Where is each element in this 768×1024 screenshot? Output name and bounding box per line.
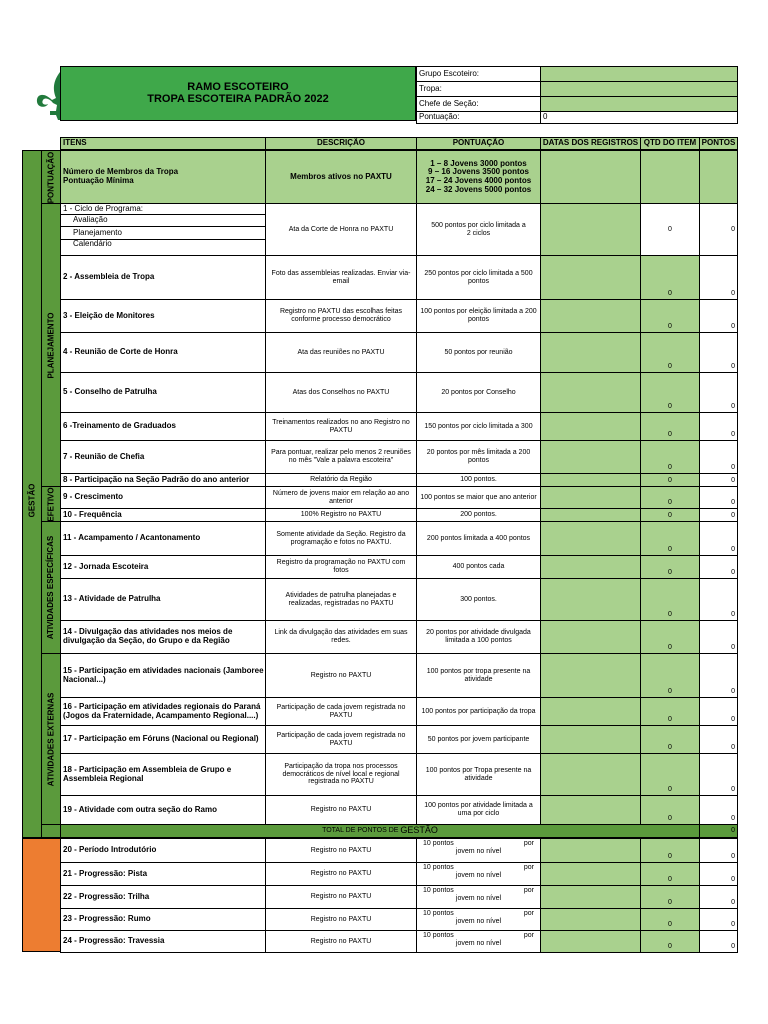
row9-points: 100 pontos se maior que ano anterior: [416, 486, 541, 509]
row20-item: 20 - Período Introdutório: [60, 838, 266, 863]
row21-points-line1: [423, 864, 534, 872]
row6-points: 150 pontos por ciclo limitada a 300: [416, 412, 541, 441]
row16-pontos: 0: [699, 697, 738, 726]
row24-desc: Registro no PAXTU: [265, 930, 417, 953]
min-row-qtd: [640, 150, 700, 204]
total-row-prefix: [41, 824, 61, 838]
row7-datas-input[interactable]: [540, 440, 641, 474]
row10-datas-input[interactable]: [540, 508, 641, 522]
row22-qtd[interactable]: 0: [640, 885, 700, 909]
row21-desc: Registro no PAXTU: [265, 862, 417, 886]
row19-pontos: 0: [699, 795, 738, 825]
title-box: [60, 66, 416, 121]
row4-qtd[interactable]: 0: [640, 332, 700, 373]
total-row-label: TOTAL DE PONTOS DE GESTÃO: [60, 824, 700, 838]
row12-desc: Registro da programação no PAXTU com fotos: [265, 555, 417, 579]
row23-points-line2: jovem no nível: [455, 917, 502, 925]
row23-points-line1: [423, 910, 534, 918]
row18-desc: Participação da tropa nos processos democráticos de nível local e regional registrada no PAXTU: [265, 753, 417, 796]
col-header-descricao: DESCRIÇÃO: [265, 137, 417, 150]
row20-points-por: por: [523, 840, 534, 847]
row12-points: 400 pontos cada: [416, 555, 541, 579]
row4-pontos: 0: [699, 332, 738, 373]
row19-datas-input[interactable]: [540, 795, 641, 825]
row18-item: 18 - Participação em Assembleia de Grupo e Assembleia Regional: [60, 753, 266, 796]
row15-pontos: 0: [699, 653, 738, 698]
row19-qtd[interactable]: 0: [640, 795, 700, 825]
row3-item: 3 - Eleição de Monitores: [60, 299, 266, 333]
row6-desc: Treinamentos realizados no ano Registro no PAXTU: [265, 412, 417, 441]
row9-pontos: 0: [699, 486, 738, 509]
row1-points: 500 pontos por ciclo limitada a 2 ciclos: [416, 203, 541, 256]
row1-datas-input[interactable]: [540, 203, 641, 256]
row1-sub-planejamento: Planejamento: [60, 226, 266, 240]
row24-pontos: 0: [699, 930, 738, 953]
row1-sub-avaliacao: Avaliação: [60, 214, 266, 227]
row8-datas-input[interactable]: [540, 473, 641, 487]
form-label-grupo: Grupo Escoteiro:: [416, 66, 541, 82]
row21-qtd[interactable]: 0: [640, 862, 700, 886]
row15-qtd[interactable]: 0: [640, 653, 700, 698]
row10-item: 10 - Frequência: [60, 508, 266, 522]
row10-pontos: 0: [699, 508, 738, 522]
row23-points: [416, 908, 541, 931]
min-row-desc: Membros ativos no PAXTU: [265, 150, 417, 204]
row11-pontos: 0: [699, 521, 738, 556]
row2-points: 250 pontos por ciclo limitada a 500 pontos: [416, 255, 541, 300]
row8-qtd[interactable]: 0: [640, 473, 700, 487]
col-header-itens: ITENS: [60, 137, 266, 150]
min-row-points-3: 17 – 24 Jovens 4000 pontos: [425, 176, 532, 185]
row12-qtd[interactable]: 0: [640, 555, 700, 579]
row23-datas-input[interactable]: [540, 908, 641, 931]
row1-item: 1 - Ciclo de Programa:: [60, 203, 266, 215]
row5-desc: Atas dos Conselhos no PAXTU: [265, 372, 417, 413]
row5-pontos: 0: [699, 372, 738, 413]
row13-pontos: 0: [699, 578, 738, 621]
row1-sub-calendario: Calendário: [60, 239, 266, 256]
row7-pontos: 0: [699, 440, 738, 474]
row24-qtd[interactable]: 0: [640, 930, 700, 953]
row5-datas-input[interactable]: [540, 372, 641, 413]
row2-datas-input[interactable]: [540, 255, 641, 300]
row11-qtd[interactable]: 0: [640, 521, 700, 556]
min-row-pontos: [699, 150, 738, 204]
row12-item: 12 - Jornada Escoteira: [60, 555, 266, 579]
row2-item: 2 - Assembleia de Tropa: [60, 255, 266, 300]
row23-points-amount: 10 pontos: [423, 910, 454, 917]
row1-pontos: 0: [699, 203, 738, 256]
side-bar-progressao: [22, 838, 61, 952]
row21-item: 21 - Progressão: Pista: [60, 862, 266, 886]
row3-datas-input[interactable]: [540, 299, 641, 333]
row14-points: 20 pontos por atividade divulgada limitada a 100 pontos: [416, 620, 541, 654]
row10-qtd[interactable]: 0: [640, 508, 700, 522]
form-label-chefe: Chefe de Seção:: [416, 96, 541, 112]
row21-points: [416, 862, 541, 886]
row20-qtd[interactable]: 0: [640, 838, 700, 863]
row2-qtd[interactable]: 0: [640, 255, 700, 300]
min-row-item: [60, 150, 266, 204]
title-line-1: RAMO ESCOTEIRO: [187, 80, 289, 93]
row18-points: 100 pontos por Tropa presente na atividade: [416, 753, 541, 796]
row20-datas-input[interactable]: [540, 838, 641, 863]
col-header-qtd: QTD DO ITEM: [640, 137, 700, 150]
row8-pontos: 0: [699, 473, 738, 487]
min-row-points-1: 1 – 8 Jovens 3000 pontos: [430, 158, 527, 168]
row22-points-por: por: [523, 887, 534, 894]
row4-desc: Ata das reuniões no PAXTU: [265, 332, 417, 373]
col-header-pontos: PONTOS: [699, 137, 738, 150]
row17-datas-input[interactable]: [540, 725, 641, 754]
row5-points: 20 pontos por Conselho: [416, 372, 541, 413]
row24-points-por: por: [523, 932, 534, 939]
row23-desc: Registro no PAXTU: [265, 908, 417, 931]
form-label-pontuacao: Pontuação:: [416, 111, 541, 124]
row17-pontos: 0: [699, 725, 738, 754]
pontuacao-value: 0: [540, 111, 738, 124]
row10-points: 200 pontos.: [416, 508, 541, 522]
label-efetivo: EFETIVO: [46, 486, 56, 522]
row17-item: 17 - Participação em Fóruns (Nacional ou Regional): [60, 725, 266, 754]
row17-points: 50 pontos por jovem participante: [416, 725, 541, 754]
row16-qtd[interactable]: 0: [640, 697, 700, 726]
col-header-datas: DATAS DOS REGISTROS: [540, 137, 641, 150]
label-pontuacao: PONTUAÇÃO: [46, 151, 56, 203]
row21-datas-input[interactable]: [540, 862, 641, 886]
row19-item: 19 - Atividade com outra seção do Ramo: [60, 795, 266, 825]
row9-datas-input[interactable]: [540, 486, 641, 509]
row17-desc: Participação de cada jovem registrada no PAXTU: [265, 725, 417, 754]
row13-qtd[interactable]: 0: [640, 578, 700, 621]
row9-desc: Número de jovens maior em relação ao ano anterior: [265, 486, 417, 509]
row22-datas-input[interactable]: [540, 885, 641, 909]
row24-points: [416, 930, 541, 953]
row23-pontos: 0: [699, 908, 738, 931]
form-label-tropa: Tropa:: [416, 81, 541, 97]
row12-pontos: 0: [699, 555, 738, 579]
grupo-input[interactable]: [540, 66, 738, 82]
row3-qtd[interactable]: 0: [640, 299, 700, 333]
min-row-item-line2: Pontuação Mínima: [63, 176, 134, 185]
row22-points-line1: [423, 887, 534, 895]
row3-points: 100 pontos por eleição limitada a 200 pontos: [416, 299, 541, 333]
row7-qtd[interactable]: 0: [640, 440, 700, 474]
row4-item: 4 - Reunião de Corte de Honra: [60, 332, 266, 373]
row22-desc: Registro no PAXTU: [265, 885, 417, 909]
row9-qtd[interactable]: 0: [640, 486, 700, 509]
row18-datas-input[interactable]: [540, 753, 641, 796]
row10-desc: 100% Registro no PAXTU: [265, 508, 417, 522]
row18-qtd[interactable]: 0: [640, 753, 700, 796]
row23-qtd[interactable]: 0: [640, 908, 700, 931]
row6-item: 6 -Treinamento de Graduados: [60, 412, 266, 441]
row16-datas-input[interactable]: [540, 697, 641, 726]
row6-pontos: 0: [699, 412, 738, 441]
row14-desc: Link da divulgação das atividades em suas redes.: [265, 620, 417, 654]
label-gestao: GESTÃO: [27, 483, 37, 517]
row21-points-por: por: [523, 864, 534, 871]
row2-desc: Foto das assembleias realizadas. Enviar via-email: [265, 255, 417, 300]
row16-desc: Participação de cada jovem registrada no PAXTU: [265, 697, 417, 726]
min-row-points: [416, 150, 541, 204]
row11-points: 200 pontos limitada a 400 pontos: [416, 521, 541, 556]
min-row-datas: [540, 150, 641, 204]
row15-item: 15 - Participação em atividades nacionais (Jamboree Nacional...): [60, 653, 266, 698]
min-row-item-line1: Número de Membros da Tropa: [63, 167, 179, 177]
total-row-value: 0: [699, 824, 738, 838]
row20-points-line1: [423, 840, 534, 848]
row17-qtd[interactable]: 0: [640, 725, 700, 754]
col-header-pontuacao: PONTUAÇÃO: [416, 137, 541, 150]
row1-qtd[interactable]: 0: [640, 203, 700, 256]
row12-datas-input[interactable]: [540, 555, 641, 579]
row11-desc: Somente atividade da Seção. Registro da programação e fotos no PAXTU.: [265, 521, 417, 556]
row24-points-line1: [423, 932, 534, 940]
label-atividades-externas: ATIVIDADES EXTERNAS: [46, 692, 56, 786]
row5-qtd[interactable]: 0: [640, 372, 700, 413]
row16-item: 16 - Participação em atividades regionais do Paraná (Jogos da Fraternidade, Acampamento Regional....): [60, 697, 266, 726]
label-atividades-especificas: ATIVIDADES ESPECÍFICAS: [46, 535, 56, 640]
label-planejamento: PLANEJAMENTO: [46, 311, 56, 379]
row13-points: 300 pontos.: [416, 578, 541, 621]
row6-qtd[interactable]: 0: [640, 412, 700, 441]
tropa-input[interactable]: [540, 81, 738, 97]
row24-points-line2: jovem no nível: [455, 939, 502, 947]
row20-desc: Registro no PAXTU: [265, 838, 417, 863]
row4-points: 50 pontos por reunião: [416, 332, 541, 373]
row13-item: 13 - Atividade de Patrulha: [60, 578, 266, 621]
row13-datas-input[interactable]: [540, 578, 641, 621]
row18-pontos: 0: [699, 753, 738, 796]
row24-item: 24 - Progressão: Travessia: [60, 930, 266, 953]
row3-desc: Registro no PAXTU das escolhas feitas conforme processo democrático: [265, 299, 417, 333]
row19-desc: Registro no PAXTU: [265, 795, 417, 825]
row14-datas-input[interactable]: [540, 620, 641, 654]
row21-pontos: 0: [699, 862, 738, 886]
row22-pontos: 0: [699, 885, 738, 909]
row23-item: 23 - Progressão: Rumo: [60, 908, 266, 931]
row20-points-amount: 10 pontos: [423, 840, 454, 847]
title-line-2: TROPA ESCOTEIRA PADRÃO 2022: [147, 92, 329, 105]
row22-points-line2: jovem no nível: [455, 894, 502, 902]
row16-points: 100 pontos por participação da tropa: [416, 697, 541, 726]
row6-datas-input[interactable]: [540, 412, 641, 441]
row14-item: 14 - Divulgação das atividades nos meios de divulgação da Seção, do Grupo e da Região: [60, 620, 266, 654]
row2-pontos: 0: [699, 255, 738, 300]
row8-item: 8 - Participação na Seção Padrão do ano anterior: [60, 473, 266, 487]
row14-pontos: 0: [699, 620, 738, 654]
row9-item: 9 - Crescimento: [60, 486, 266, 509]
chefe-input[interactable]: [540, 96, 738, 112]
row4-datas-input[interactable]: [540, 332, 641, 373]
row15-datas-input[interactable]: [540, 653, 641, 698]
row11-datas-input[interactable]: [540, 521, 641, 556]
row22-points-amount: 10 pontos: [423, 887, 454, 894]
row7-desc: Para pontuar, realizar pelo menos 2 reuniões no mês "Vale a palavra escoteira": [265, 440, 417, 474]
row19-points: 100 pontos por atividade limitada a uma por ciclo: [416, 795, 541, 825]
row24-points-amount: 10 pontos: [423, 932, 454, 939]
row7-points: 20 pontos por mês limitada a 200 pontos: [416, 440, 541, 474]
row13-desc: Atividades de patrulha planejadas e realizadas, registradas no PAXTU: [265, 578, 417, 621]
min-row-points-2: 9 – 16 Jovens 3500 pontos: [428, 167, 529, 177]
row22-points: [416, 885, 541, 909]
row23-points-por: por: [523, 910, 534, 917]
row8-desc: Relatório da Região: [265, 473, 417, 487]
row11-item: 11 - Acampamento / Acantonamento: [60, 521, 266, 556]
row14-qtd[interactable]: 0: [640, 620, 700, 654]
row22-item: 22 - Progressão: Trilha: [60, 885, 266, 909]
row20-points: [416, 838, 541, 863]
row20-points-line2: jovem no nível: [455, 847, 502, 855]
row1-desc: Ata da Corte de Honra no PAXTU: [265, 203, 417, 256]
min-row-points-4: 24 – 32 Jovens 5000 pontos: [425, 184, 532, 194]
row3-pontos: 0: [699, 299, 738, 333]
row21-points-line2: jovem no nível: [455, 871, 502, 879]
row8-points: 100 pontos.: [416, 473, 541, 487]
row7-item: 7 - Reunião de Chefia: [60, 440, 266, 474]
row20-pontos: 0: [699, 838, 738, 863]
row24-datas-input[interactable]: [540, 930, 641, 953]
row15-desc: Registro no PAXTU: [265, 653, 417, 698]
row5-item: 5 - Conselho de Patrulha: [60, 372, 266, 413]
row15-points: 100 pontos por tropa presente na atividade: [416, 653, 541, 698]
row21-points-amount: 10 pontos: [423, 864, 454, 871]
